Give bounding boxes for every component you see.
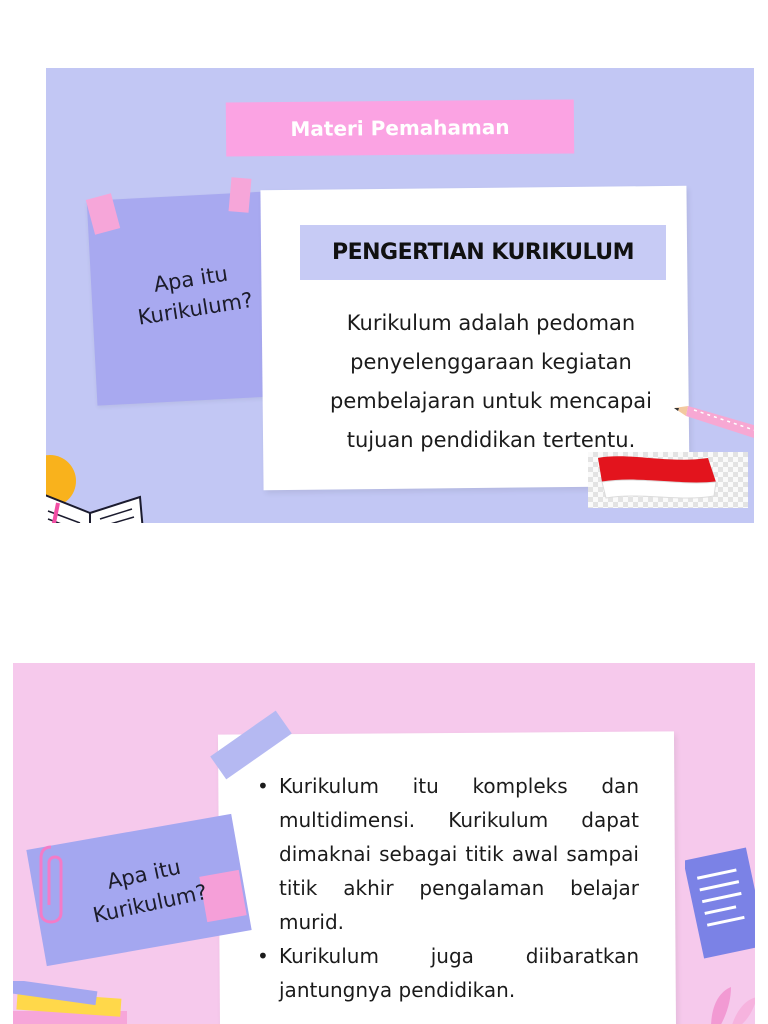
sticky-note-text: Apa itu Kurikulum?: [90, 854, 210, 928]
plant-icon: [701, 983, 755, 1024]
slide-1: [46, 68, 754, 523]
bullet-text: Kurikulum juga diibaratkan jantungnya pendidikan.: [279, 944, 639, 1002]
open-book-icon: [46, 453, 150, 523]
pencil-icon: [674, 398, 754, 458]
indonesia-flag-icon: [588, 452, 748, 508]
bullet-marker: •: [257, 774, 269, 798]
slide-2: [13, 663, 755, 1024]
bullet-marker: •: [257, 944, 269, 968]
sticky-note-text: Apa itu Kurikulum?: [136, 261, 255, 330]
definition-body: Kurikulum adalah pedoman penyelenggaraan kegiatan pembelajaran untuk mencapai tujuan pendidikan tertentu.: [330, 311, 652, 452]
stacked-books-icon: [13, 981, 137, 1024]
list-item: [253, 769, 639, 939]
paperclip-icon: [37, 843, 65, 933]
document-icon: [685, 843, 755, 963]
list-item: [253, 939, 639, 1007]
tape-decoration: [229, 177, 252, 213]
bullet-text: Kurikulum itu kompleks dan multidimensi. Kurikulum dapat dimaknai sebagai titik awal sampai titik akhir pengalaman belajar murid.: [279, 774, 639, 934]
slide-title-banner: Materi Pemahaman: [226, 99, 574, 156]
bullet-list: [253, 769, 639, 1007]
definition-heading: PENGERTIAN KURIKULUM: [300, 225, 666, 280]
